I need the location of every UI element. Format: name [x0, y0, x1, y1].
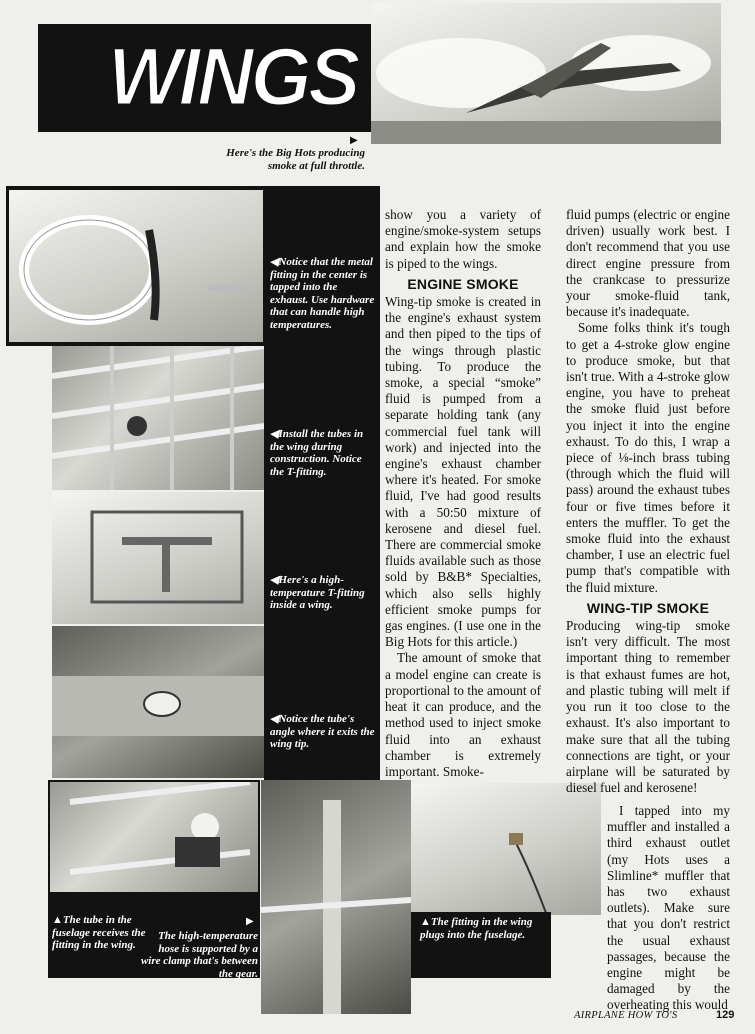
top-caption: Here's the Big Hots producing smoke at full throttle. — [226, 147, 365, 172]
wing-ribs-illustration — [52, 346, 264, 490]
caption-fuselage-tube: ▲The tube in the fuselage receives the fitting in the wing. — [52, 914, 146, 951]
heading-engine-smoke: ENGINE SMOKE — [407, 275, 519, 292]
caption-wing-plugs: ▲The fitting in the wing plugs into the fuselage. — [420, 916, 533, 941]
wing-construction-photo — [52, 346, 264, 490]
text-column-1 — [385, 207, 541, 780]
caption-install-tubes: ◀Install the tubes in the wing during construction. Notice the T-fitting. — [270, 428, 364, 478]
wing-plug-photo — [411, 783, 601, 915]
text-column-2-continued — [607, 803, 730, 1014]
text-column-2 — [566, 207, 730, 796]
col1-paragraph-2: Wing-tip smoke is created in the engine's exhaust system and then piped to the tips of the wings through plastic tubing. To produce the smoke, a special “smoke” fluid is pumped from a separate holding tank (any commercial fuel tank will work) and injected into the engine's exhaust chamber where it's heated. For smoke fluid, I've had good results with a 50:50 mixture of kerosene and diesel fuel. There are commercial smoke fluids available such as those sold by B&B* Specialties, which also sells highly efficient smoke pumps for gas engines. (I use one in the Big Hots for this article.) — [385, 294, 541, 650]
caption-t-fitting: ◀Here's a high-temperature T-fitting inside a wing. — [270, 574, 365, 611]
caption-tube-angle: ◀Notice the tube's angle where it exits the wing tip. — [270, 713, 375, 750]
col2-paragraph-2: Some folks think it's tough to get a 4-stroke glow engine to produce smoke, but that isn't true. With a 4-stroke glow engine, you have to preheat the smoke fluid just before you inject it into the engine exhaust. To do this, I wrap a piece of ⅛-inch brass tubing (through which the fluid will pass) around the exhaust tubes four or five times before it enters the muffler. To get the smoke fluid into the exhaust chamber, I use an electric fuel pump that's compatible with the fluid mixture. — [566, 320, 730, 595]
wing-tip-illustration — [52, 626, 264, 778]
heading-wing-tip-smoke: WING-TIP SMOKE — [586, 599, 710, 616]
airplane-smoke-photo — [371, 3, 721, 144]
col2-paragraph-1: fluid pumps (electric or engine driven) usually work best. I don't recommend that you use direct engine pressure from the crankcase to pressurize your smoke-fluid tank, because it's inadequate. — [566, 207, 730, 320]
footer-publication: AIRPLANE HOW TO'S — [574, 1010, 678, 1021]
caption-metal-fitting: ◀Notice that the metal fitting in the center is tapped into the exhaust. Use hardware that can handle high temperatures. — [270, 256, 375, 331]
top-caption-arrow: ▶ — [350, 135, 358, 146]
fuselage-photo — [50, 782, 258, 892]
col2-paragraph-3: Producing wing-tip smoke isn't very difficult. The most important thing to remember is that exhaust fumes are hot, and plastic tubing will melt if you run it too close to the exhaust. It's also important to make sure that all the tubing connections are tight, or your airplane will be saturated by diesel fuel and kerosene! — [566, 618, 730, 796]
caption-hose-support: The high-temperature hose is supported by a wire clamp that's between the gear. — [140, 930, 258, 980]
gear-clamp-illustration — [261, 780, 411, 1014]
col1-paragraph-1: show you a variety of engine/smoke-system setups and explain how the smoke is piped to the wings. — [385, 207, 541, 271]
page-title: WINGS — [108, 29, 358, 123]
col2-paragraph-4: I tapped into my muffler and installed a third exhaust outlet (my Hots uses a Slimline* muffler that has two exhaust outlets). Make sure that you don't restrict the usual exhaust passages, because the engine might be damaged by the overheating this would — [607, 803, 730, 1013]
tubing-illustration — [9, 190, 263, 342]
t-fitting-illustration — [52, 492, 264, 624]
hose-support-arrow: ▶ — [246, 916, 254, 927]
page-number: 129 — [716, 1009, 735, 1021]
col1-paragraph-3: The amount of smoke that a model engine can create is proportional to the amount of heat it can produce, and the method used to inject smoke fluid into an exhaust chamber is extremely important. Smoke- — [385, 650, 541, 779]
t-fitting-photo — [52, 492, 264, 624]
wing-plug-illustration — [411, 783, 601, 915]
tubing-photo — [9, 190, 263, 342]
gear-clamp-photo — [261, 780, 411, 1014]
airplane-illustration — [371, 3, 721, 144]
fuselage-illustration — [50, 782, 258, 892]
wing-tip-photo — [52, 626, 264, 778]
